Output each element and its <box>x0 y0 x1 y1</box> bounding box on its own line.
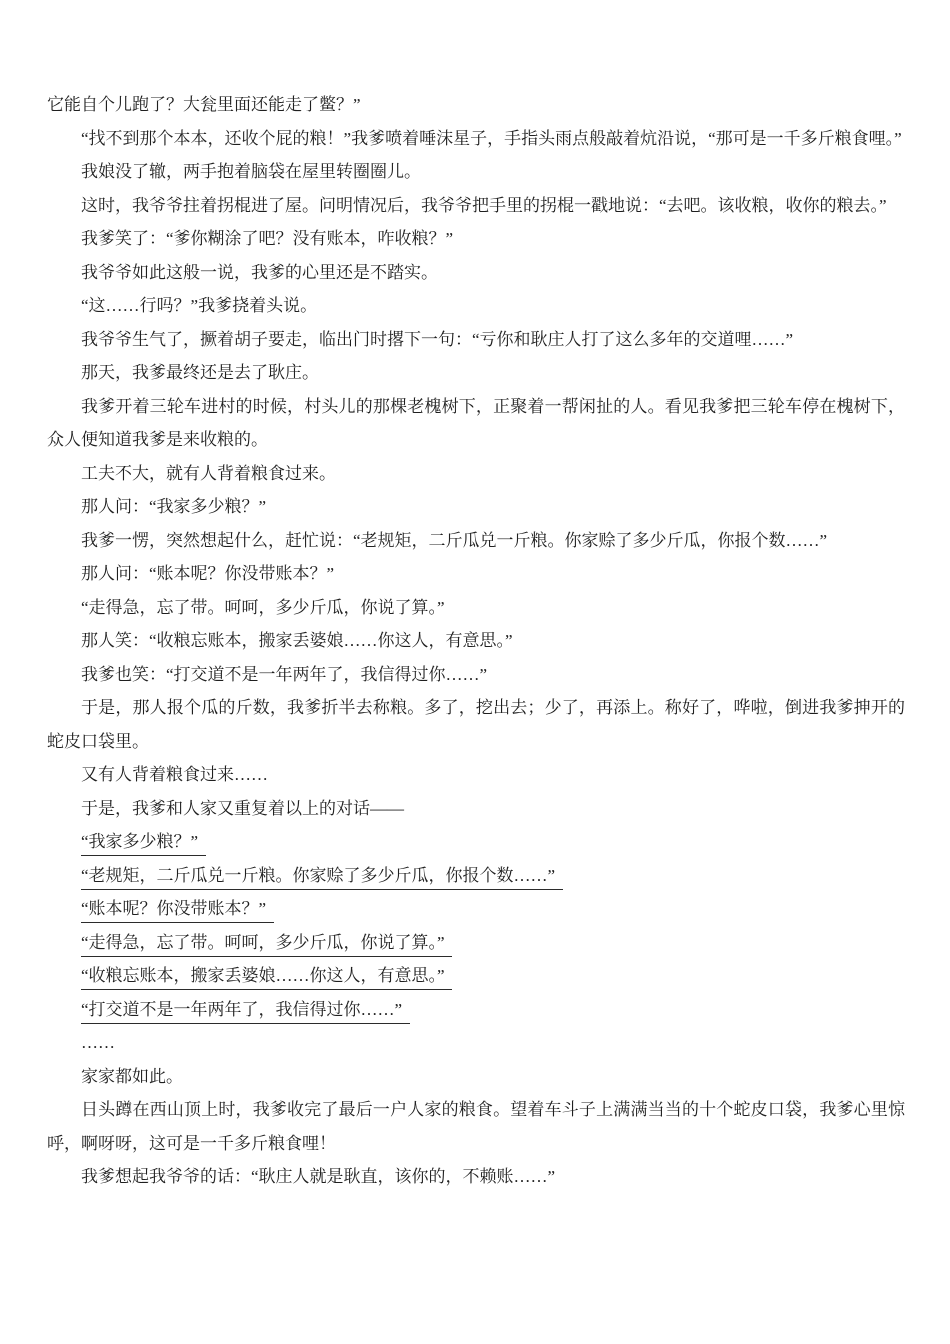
paragraph-text: “打交道不是一年两年了，我信得过你……” <box>81 1000 410 1024</box>
paragraph <box>47 189 905 223</box>
paragraph <box>47 155 905 189</box>
paragraph-text: 我娘没了辙，两手抱着脑袋在屋里转圈圈儿。 <box>81 162 421 181</box>
paragraph <box>47 758 905 792</box>
paragraph <box>47 323 905 357</box>
paragraph-text: 于是，那人报个瓜的斤数，我爹折半去称粮。多了，挖出去；少了，再添上。称好了，哗啦，倒进我爹抻开的蛇皮口袋里。 <box>47 698 905 751</box>
underlined-paragraph <box>47 959 905 993</box>
paragraph-text: 我爹也笑：“打交道不是一年两年了，我信得过你……” <box>81 664 488 684</box>
paragraph <box>47 457 905 491</box>
paragraph-text: 工夫不大，就有人背着粮食过来。 <box>81 463 336 483</box>
document-body <box>47 88 905 1194</box>
paragraph <box>47 1060 905 1094</box>
paragraph <box>47 792 905 826</box>
underlined-paragraph <box>47 993 905 1027</box>
paragraph <box>47 289 905 323</box>
paragraph-text: “我家多少粮？” <box>81 832 206 856</box>
paragraph-text: “老规矩，二斤瓜兑一斤粮。你家赊了多少斤瓜，你报个数……” <box>81 866 563 890</box>
paragraph-text: …… <box>81 1033 115 1052</box>
paragraph-text: “走得急，忘了带。呵呵，多少斤瓜，你说了算。” <box>81 933 452 957</box>
paragraph-text: 又有人背着粮食过来…… <box>81 765 268 784</box>
paragraph-text: 那天，我爹最终还是去了耿庄。 <box>81 363 319 382</box>
paragraph <box>47 490 905 524</box>
paragraph <box>47 222 905 256</box>
paragraph <box>47 356 905 390</box>
paragraph <box>47 691 905 758</box>
paragraph-text: “走得急，忘了带。呵呵，多少斤瓜，你说了算。” <box>81 597 445 617</box>
paragraph-text: “账本呢？你没带账本？” <box>81 899 274 923</box>
paragraph <box>47 88 905 122</box>
paragraph-text: “收粮忘账本，搬家丢婆娘……你这人，有意思。” <box>81 966 452 990</box>
paragraph-text: 那人问：“我家多少粮？” <box>81 497 267 516</box>
paragraph-text: “找不到那个本本，还收个屁的粮！”我爹喷着唾沫星子，手指头雨点般敲着炕沿说，“那可是一千多斤粮食哩。” <box>81 128 902 148</box>
underlined-paragraph <box>47 825 905 859</box>
paragraph <box>47 1160 905 1194</box>
paragraph-text: 那人问：“账本呢？你没带账本？” <box>81 564 335 583</box>
paragraph <box>47 524 905 558</box>
paragraph <box>47 591 905 625</box>
paragraph <box>47 658 905 692</box>
paragraph-text: 这时，我爷爷拄着拐棍进了屋。问明情况后，我爷爷把手里的拐棍一戳地说：“去吧。该收粮，收你的粮去。” <box>81 195 887 215</box>
paragraph-text: 我爹想起我爷爷的话：“耿庄人就是耿直，该你的，不赖账……” <box>81 1167 556 1186</box>
paragraph <box>47 256 905 290</box>
paragraph-text: 日头蹲在西山顶上时，我爹收完了最后一户人家的粮食。望着车斗子上满满当当的十个蛇皮口袋，我爹心里惊呼，啊呀呀，这可是一千多斤粮食哩！ <box>47 1100 905 1153</box>
underlined-paragraph <box>47 892 905 926</box>
paragraph-text: 我爷爷如此这般一说，我爹的心里还是不踏实。 <box>81 262 438 282</box>
paragraph <box>47 557 905 591</box>
underlined-paragraph <box>47 926 905 960</box>
paragraph-text: 于是，我爹和人家又重复着以上的对话—— <box>81 798 404 818</box>
paragraph <box>47 390 905 457</box>
paragraph-text: 那人笑：“收粮忘账本，搬家丢婆娘……你这人，有意思。” <box>81 631 513 650</box>
paragraph-text: 我爹一愣，突然想起什么，赶忙说：“老规矩，二斤瓜兑一斤粮。你家赊了多少斤瓜，你报个数……” <box>81 530 828 550</box>
paragraph <box>47 624 905 658</box>
paragraph-text: 我爹开着三轮车进村的时候，村头儿的那棵老槐树下，正聚着一帮闲扯的人。看见我爹把三轮车停在槐树下，众人便知道我爹是来收粮的。 <box>47 396 905 449</box>
paragraph <box>47 1026 905 1060</box>
underlined-paragraph <box>47 859 905 893</box>
paragraph-text: 它能自个儿跑了？大瓮里面还能走了鳖？” <box>47 95 361 114</box>
paragraph <box>47 122 905 156</box>
paragraph-text: 我爷爷生气了，撅着胡子要走，临出门时撂下一句：“亏你和耿庄人打了这么多年的交道哩……” <box>81 329 794 349</box>
paragraph-text: 家家都如此。 <box>81 1066 183 1086</box>
paragraph <box>47 1093 905 1160</box>
paragraph-text: “这……行吗？”我爹挠着头说。 <box>81 296 318 315</box>
paragraph-text: 我爹笑了：“爹你糊涂了吧？没有账本，咋收粮？” <box>81 229 454 248</box>
